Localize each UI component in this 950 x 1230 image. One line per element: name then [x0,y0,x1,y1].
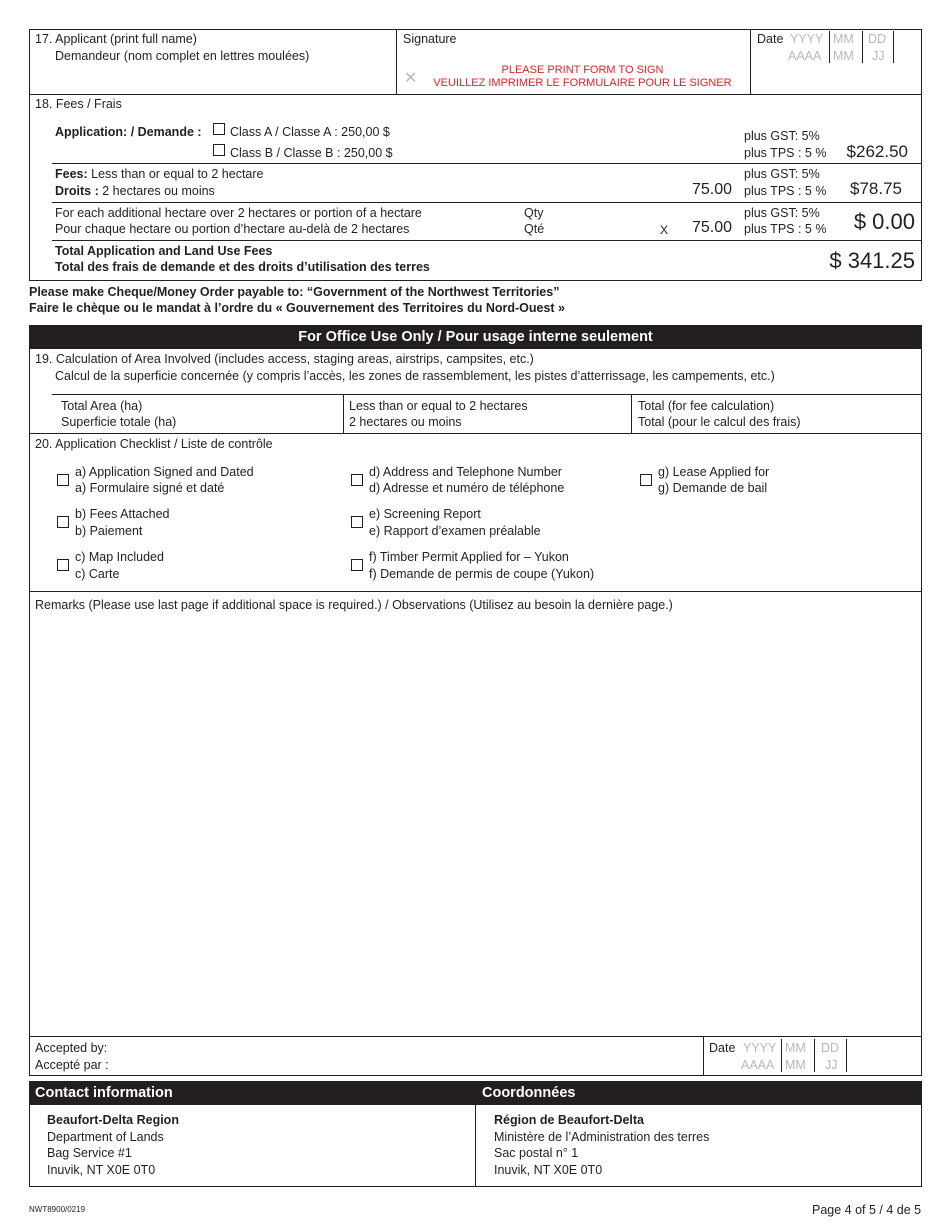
fees-text: Less than or equal to 2 hectare [91,167,264,181]
divider [631,394,632,433]
divider [750,29,751,94]
contact-fr-region: Région de Beaufort-Delta [494,1113,645,1127]
area-calc-label-en: 19. Calculation of Area Involved (includes access, staging areas, airstrips, campsites, etc.) [35,352,534,366]
applicant-label-en: 17. Applicant (print full name) [35,32,197,46]
droits-text: 2 hectares ou moins [102,184,215,198]
gst-label: plus GST: 5% [744,129,820,143]
remarks-field[interactable] [31,615,920,1035]
checklist-d-checkbox[interactable] [351,474,363,486]
applicant-label-fr: Demandeur (nom complet en lettres moulées) [55,49,310,63]
application-label: Application: / Demande : [55,125,202,139]
checklist-label: 20. Application Checklist / Liste de contrôle [35,437,273,451]
accepted-date-jj: JJ [825,1058,838,1072]
class-a-label: Class A / Classe A : 250,00 $ [230,125,390,139]
accepted-date-mm-fr: MM [785,1058,806,1072]
accepted-date-aaaa: AAAA [741,1058,775,1072]
print-notice-fr: VEUILLEZ IMPRIMER LE FORMULAIRE POUR LE SIGNER [433,77,732,89]
page-number: Page 4 of 5 / 4 de 5 [812,1203,922,1217]
land-use-fee-total: $78.75 [850,179,902,198]
contact-header-fr: Coordonnées [476,1081,922,1105]
fees-line-en [55,166,263,182]
class-a-checkbox[interactable] [213,123,225,135]
date-mm: MM [833,32,854,46]
gst-label: plus GST: 5% [744,167,820,181]
grand-total: $ 341.25 [829,248,915,273]
class-b-checkbox[interactable] [213,144,225,156]
divider [703,1036,704,1076]
checklist-f-en: f) Timber Permit Applied for – Yukon [369,550,569,564]
divider [475,1081,476,1187]
additional-hectare-rate: 75.00 [691,219,732,236]
total-area-label-en: Total Area (ha) [61,399,143,413]
accepted-by-label-en: Accepted by: [35,1041,108,1055]
checklist-a-en: a) Application Signed and Dated [75,465,254,479]
application-fee-total: $262.50 [846,142,908,161]
qty-field[interactable] [560,205,650,237]
divider [52,394,922,395]
divider [52,240,922,241]
divider [846,1039,847,1072]
checklist-d-en: d) Address and Telephone Number [369,465,562,479]
payable-notice-fr: Faire le chèque ou le mandat à l’ordre du « Gouvernement des Territoires du Nord-Ouest » [29,301,566,315]
contact-en-region: Beaufort-Delta Region [47,1113,179,1127]
date-aaaa: AAAA [788,49,822,63]
fee-calc-total-label-fr: Total (pour le calcul des frais) [638,415,801,429]
accepted-date-yyyy: YYYY [743,1041,777,1055]
checklist-f-fr: f) Demande de permis de coupe (Yukon) [369,567,595,581]
divider [29,94,922,95]
checklist-c-fr: c) Carte [75,567,120,581]
checklist-a-checkbox[interactable] [57,474,69,486]
checklist-c-checkbox[interactable] [57,559,69,571]
tps-label: plus TPS : 5 % [744,146,827,160]
accepted-date-dd: DD [821,1041,840,1055]
accepted-by-label-fr: Accepté par : [35,1058,109,1072]
divider [52,163,922,164]
checklist-f-checkbox[interactable] [351,559,363,571]
gst-label: plus GST: 5% [744,206,820,220]
signature-field[interactable] [398,48,748,92]
divider [396,29,397,94]
divider [29,433,922,434]
fee-calc-total-label-en: Total (for fee calculation) [638,399,775,413]
qty-label-en: Qty [524,206,544,220]
checklist-b-en: b) Fees Attached [75,507,170,521]
contact-header-en: Contact information [29,1081,475,1105]
divider [893,31,894,63]
fees-label: Fees: [55,167,88,181]
contact-fr-address: Sac postal n° 1 [494,1146,579,1160]
checklist-g-checkbox[interactable] [640,474,652,486]
droits-label: Droits : [55,184,99,198]
checklist-g-fr: g) Demande de bail [658,481,768,495]
contact-fr-city: Inuvik, NT X0E 0T0 [494,1163,603,1177]
divider [29,1036,922,1037]
two-hectares-label-en: Less than or equal to 2 hectares [349,399,528,413]
form-id: NWT8900/0219 [29,1205,86,1214]
total-area-label-fr: Superficie totale (ha) [61,415,177,429]
print-notice-en: PLEASE PRINT FORM TO SIGN [501,64,664,76]
contact-fr-department: Ministère de l’Administration des terres [494,1130,710,1144]
office-use-header: For Office Use Only / Pour usage interne seulement [29,325,922,349]
checklist-b-fr: b) Paiement [75,524,143,538]
checklist-e-checkbox[interactable] [351,516,363,528]
fees-section-label: 18. Fees / Frais [35,97,122,111]
date-dd: DD [868,32,887,46]
additional-hectare-fr: Pour chaque hectare ou portion d’hectare au-delà de 2 hectares [55,222,410,236]
class-b-label: Class B / Classe B : 250,00 $ [230,146,393,160]
checklist-e-fr: e) Rapport d’examen préalable [369,524,541,538]
accepted-by-field[interactable] [120,1038,700,1074]
remarks-label: Remarks (Please use last page if additional space is required.) / Observations (Utilisez au besoin la dernière page.) [35,598,673,612]
date-jj: JJ [872,49,885,63]
accepted-date-label: Date [709,1041,736,1055]
divider [343,394,344,433]
checklist-b-checkbox[interactable] [57,516,69,528]
date-yyyy: YYYY [790,32,824,46]
droits-line-fr [55,183,215,199]
checklist-c-en: c) Map Included [75,550,164,564]
signature-label: Signature [403,32,457,46]
additional-hectare-en: For each additional hectare over 2 hectares or portion of a hectare [55,206,422,220]
contact-en-address: Bag Service #1 [47,1146,132,1160]
area-calc-label-fr: Calcul de la superficie concernée (y compris l’accès, les zones de rassemblement, les pistes d’atterrissage, les campements, etc.) [55,369,775,383]
contact-en-department: Department of Lands [47,1130,164,1144]
sign-here-icon: ✕ [404,70,418,87]
divider [52,202,922,203]
checklist-e-en: e) Screening Report [369,507,481,521]
qty-label-fr: Qté [524,222,545,236]
land-use-fee-amount: 75.00 [691,181,732,198]
multiply-sign: X [660,223,669,237]
date-mm-fr: MM [833,49,854,63]
tps-label: plus TPS : 5 % [744,222,827,236]
payable-notice-en: Please make Cheque/Money Order payable to: “Government of the Northwest Territories” [29,285,560,299]
checklist-d-fr: d) Adresse et numéro de téléphone [369,481,565,495]
accepted-date-mm: MM [785,1041,806,1055]
date-label: Date [757,32,784,46]
two-hectares-label-fr: 2 hectares ou moins [349,415,462,429]
contact-en-city: Inuvik, NT X0E 0T0 [47,1163,156,1177]
additional-hectare-total: $ 0.00 [853,209,915,234]
checklist-g-en: g) Lease Applied for [658,465,770,479]
total-fees-label-fr: Total des frais de demande et des droits d’utilisation des terres [55,260,430,274]
tps-label: plus TPS : 5 % [744,184,827,198]
checklist-a-fr: a) Formulaire signé et daté [75,481,225,495]
divider [29,591,922,592]
applicant-name-field[interactable] [30,64,396,94]
total-fees-label-en: Total Application and Land Use Fees [55,244,273,258]
